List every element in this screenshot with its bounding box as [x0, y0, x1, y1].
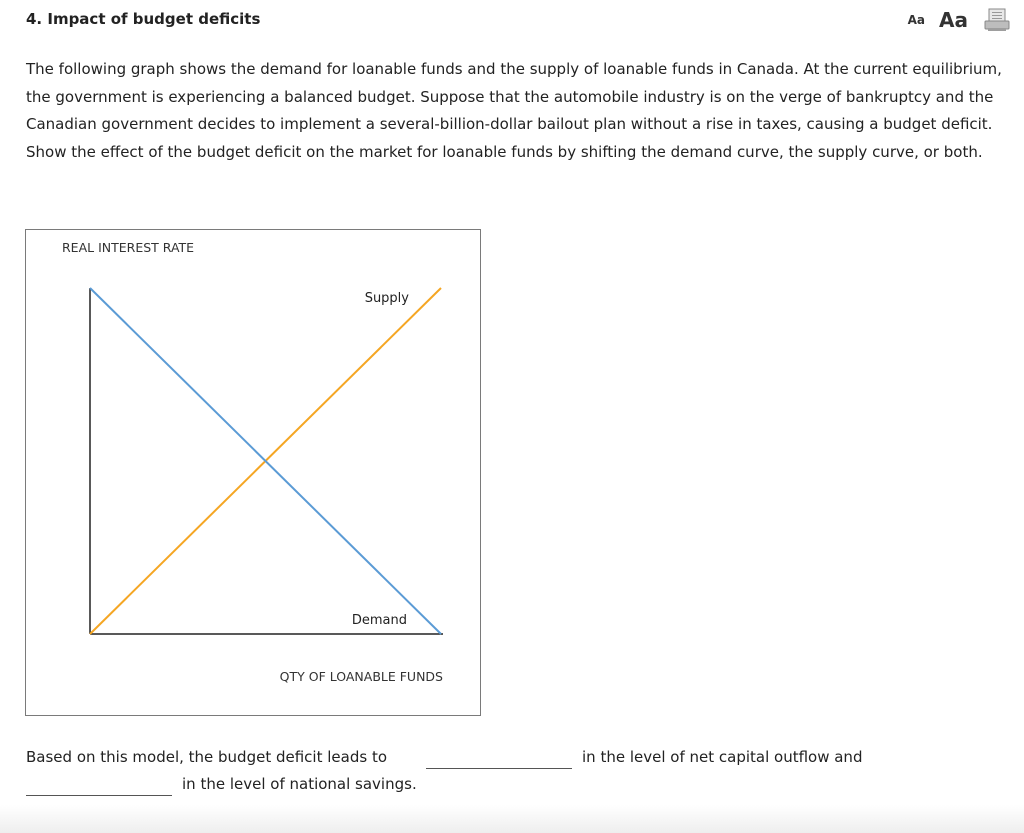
question-title: 4. Impact of budget deficits [26, 10, 261, 28]
answer-text-part3: in the level of national savings. [182, 775, 417, 793]
y-axis-label: REAL INTEREST RATE [62, 240, 195, 255]
supply-curve-label: Supply [364, 291, 409, 306]
font-size-small-button[interactable]: Aa [907, 13, 926, 27]
loanable-funds-graph[interactable] [25, 229, 481, 716]
font-size-large-button[interactable]: Aa [939, 8, 968, 32]
question-prompt: The following graph shows the demand for loanable funds and the supply of loanable funds in Canada. At the current equilibrium, the government is experiencing a balanced budget. Suppose that the automobile industry is on the verge of bankruptcy and the Canadian government decides to implement a several-billion-dollar bailout plan without a rise in taxes, causing a budget deficit. Show the effect of the budget deficit on the market for loanable funds by shifting the demand curve, the supply curve, or both. [26, 60, 1002, 161]
national-savings-blank[interactable] [26, 776, 172, 796]
answer-text-part1: Based on this model, the budget deficit leads to [26, 748, 387, 766]
x-axis-label: QTY OF LOANABLE FUNDS [279, 669, 443, 684]
toolbar [908, 6, 1010, 34]
demand-curve-label: Demand [351, 613, 407, 628]
answer-text-part2: in the level of net capital outflow and [582, 748, 863, 766]
bottom-fade [0, 805, 1024, 833]
net-capital-outflow-blank[interactable] [426, 749, 572, 769]
loanable-funds-chart-svg [26, 230, 480, 715]
print-icon[interactable] [984, 8, 1010, 32]
